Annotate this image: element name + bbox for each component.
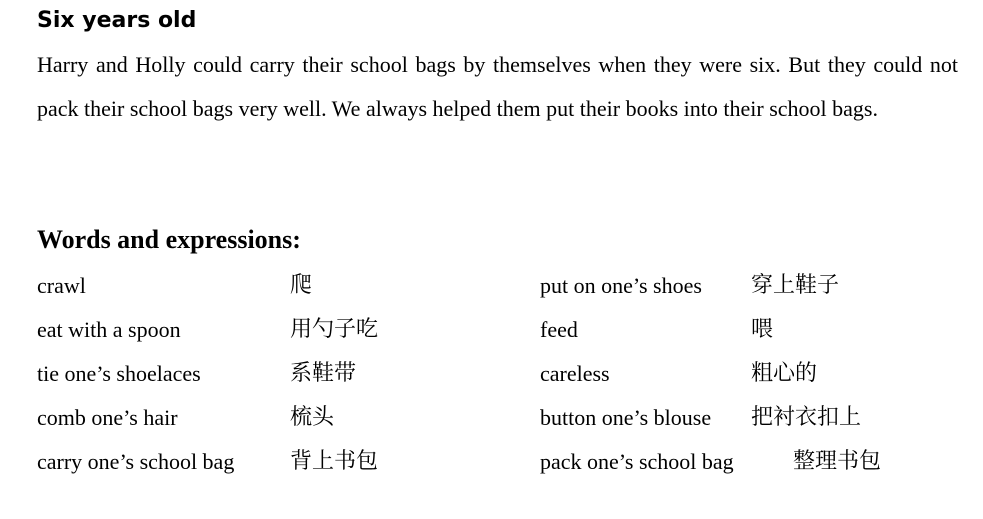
vocab-chinese-meaning: 喂 — [751, 317, 774, 342]
vocabulary-table — [37, 264, 957, 484]
vocab-chinese-meaning: 系鞋带 — [290, 361, 357, 386]
vocab-row — [37, 264, 957, 308]
vocab-chinese-meaning: 爬 — [290, 273, 313, 298]
section-heading: Six years old — [37, 8, 197, 33]
vocab-english-term: put on one’s shoes — [540, 273, 702, 298]
vocab-english-term: eat with a spoon — [37, 317, 181, 342]
vocab-chinese-meaning: 用勺子吃 — [290, 317, 379, 342]
vocab-english-term: comb one’s hair — [37, 405, 178, 430]
vocab-chinese-meaning: 梳头 — [290, 405, 335, 430]
vocab-english-term: feed — [540, 317, 578, 342]
vocab-row — [37, 352, 957, 396]
vocab-row — [37, 440, 957, 484]
vocab-chinese-meaning: 背上书包 — [290, 449, 379, 474]
vocab-english-term: tie one’s shoelaces — [37, 361, 201, 386]
vocab-english-term: crawl — [37, 273, 86, 298]
vocab-english-term: pack one’s school bag — [540, 449, 734, 474]
vocab-chinese-meaning: 把衬衣扣上 — [751, 405, 862, 430]
vocab-chinese-meaning: 穿上鞋子 — [751, 273, 840, 298]
vocab-row — [37, 308, 957, 352]
story-paragraph: Harry and Holly could carry their school bags by themselves when they were six. But they could not pack their school bags very well. We always helped them put their books into their school bags. — [37, 52, 958, 121]
vocab-row — [37, 396, 957, 440]
vocab-english-term: carry one’s school bag — [37, 449, 235, 474]
vocab-chinese-meaning: 整理书包 — [793, 449, 882, 474]
vocab-english-term: careless — [540, 361, 610, 386]
vocab-english-term: button one’s blouse — [540, 405, 712, 430]
vocabulary-title: Words and expressions: — [37, 225, 301, 254]
vocab-chinese-meaning: 粗心的 — [751, 361, 818, 386]
